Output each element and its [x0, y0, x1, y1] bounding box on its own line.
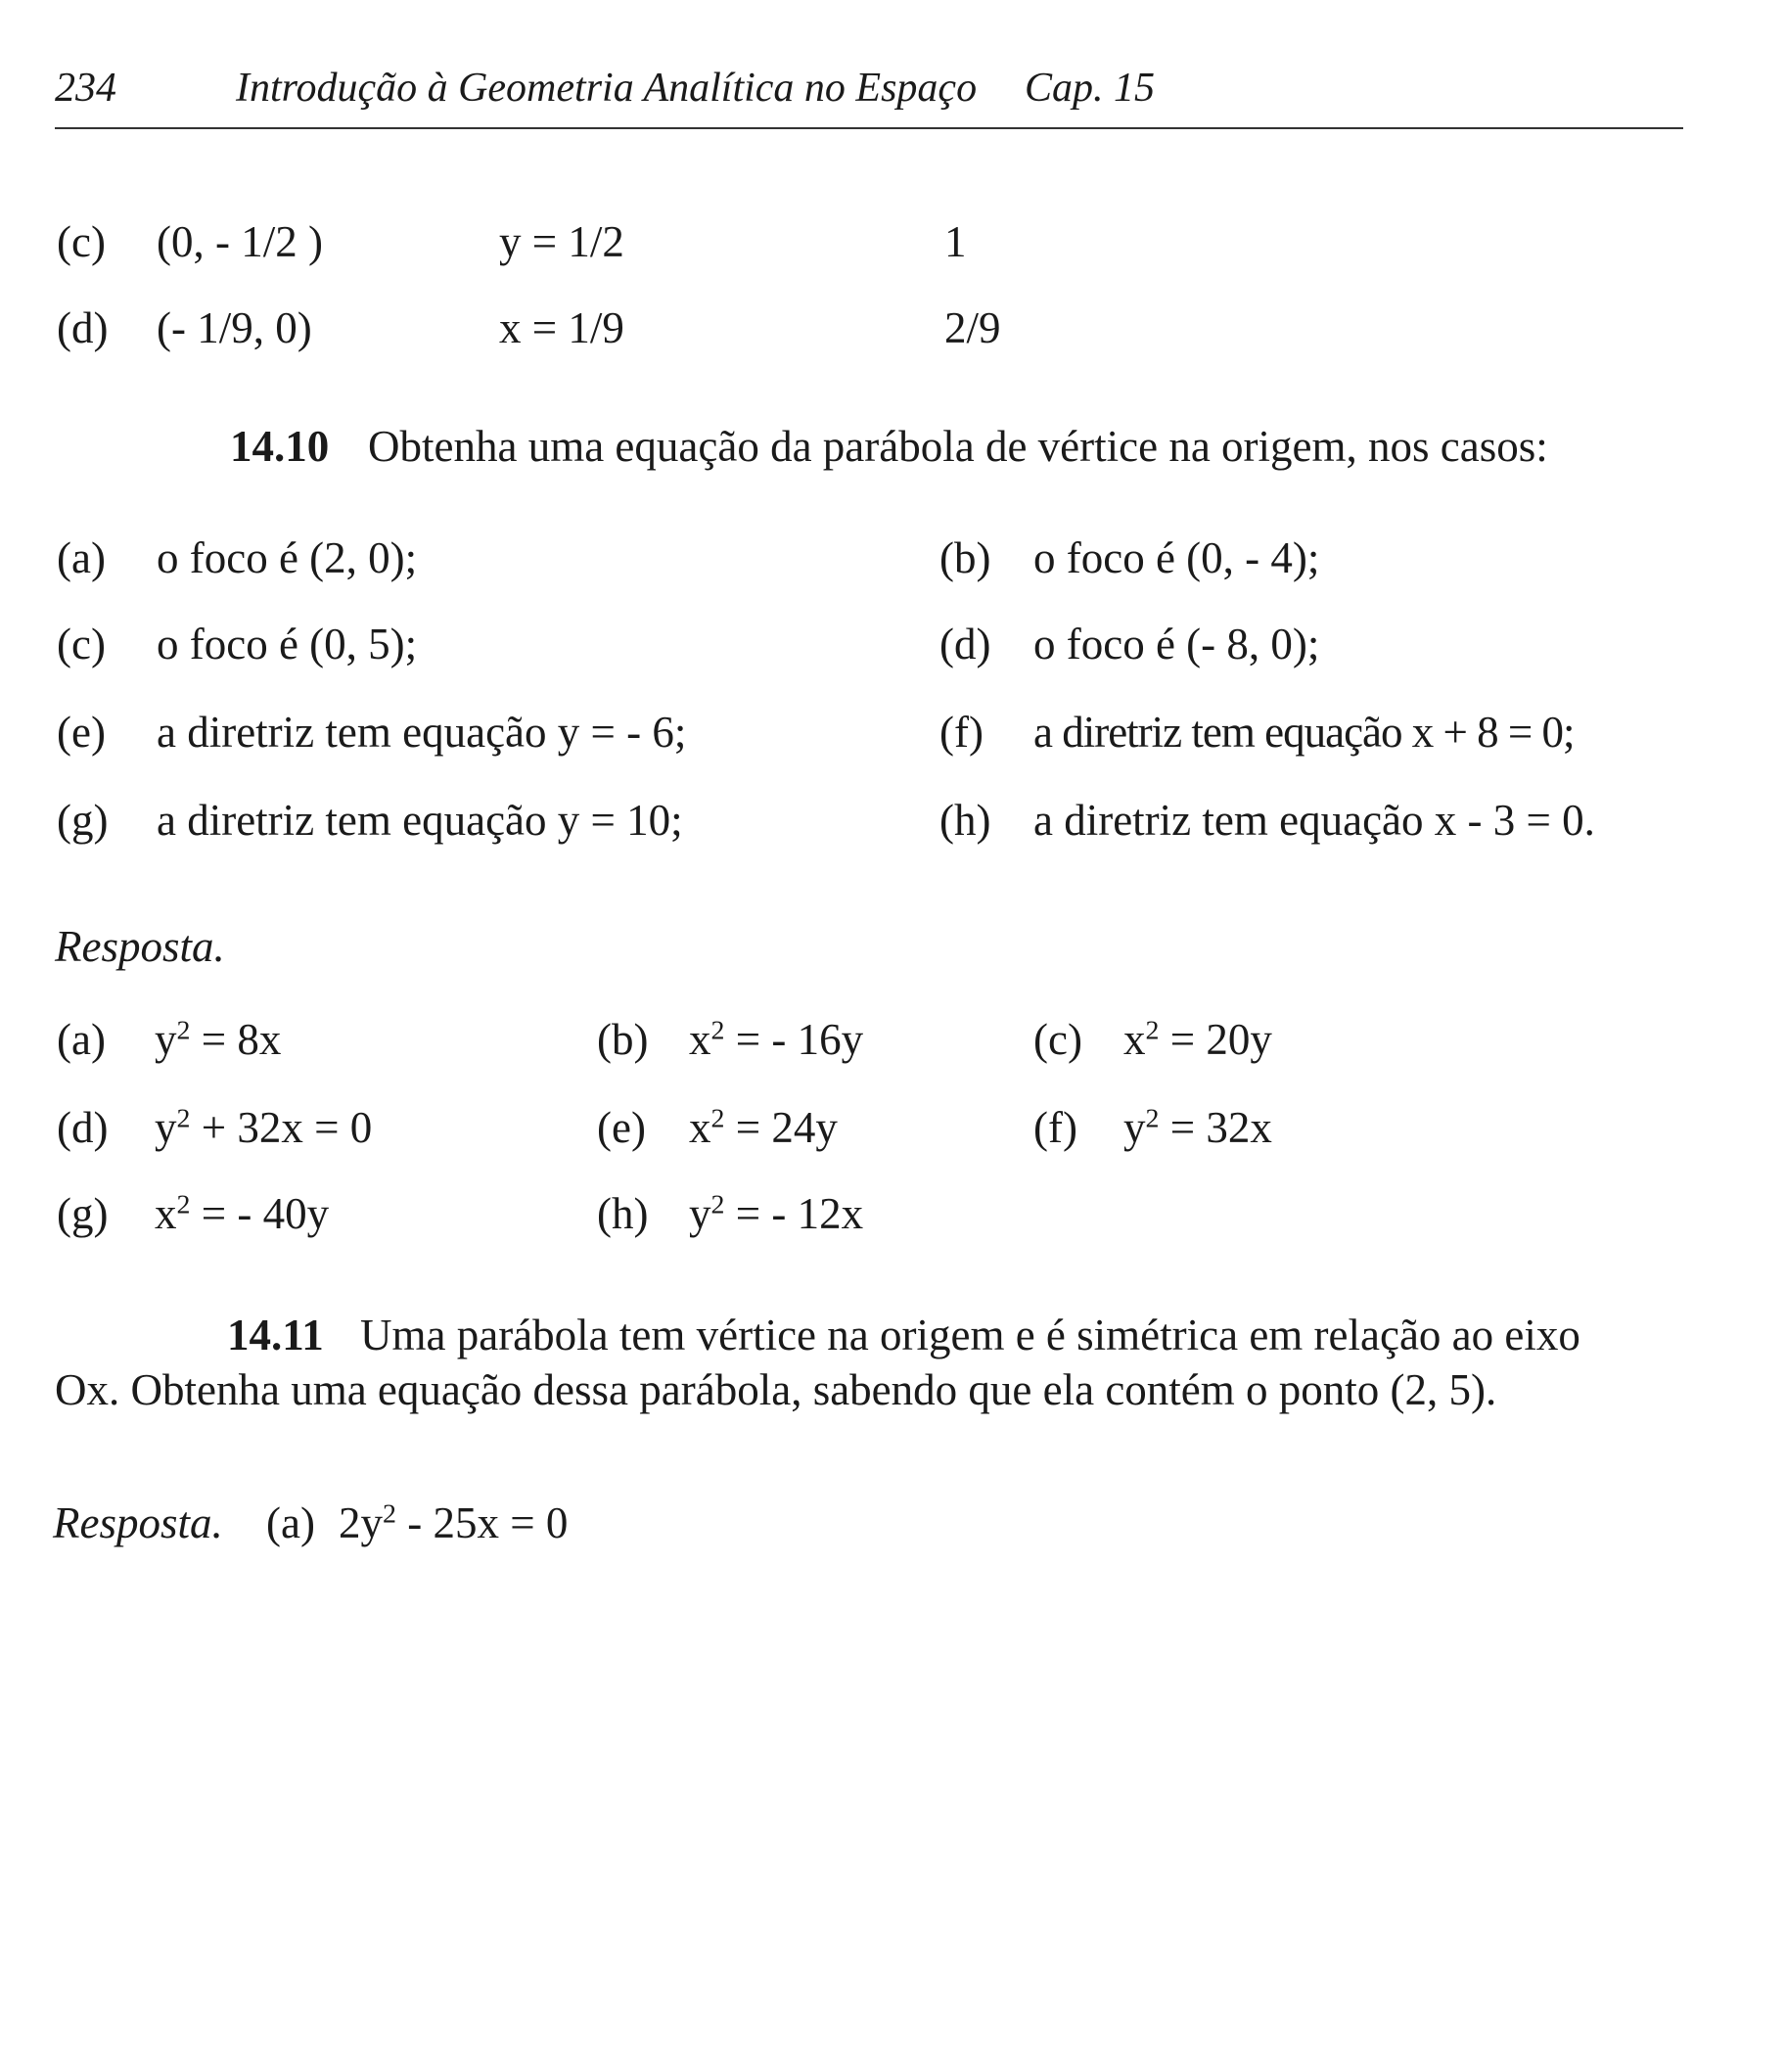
answer-label: (c)	[1033, 1015, 1082, 1064]
item-label: (f)	[939, 708, 984, 757]
answer-equation: $y^2$ = - 12x	[689, 1189, 864, 1238]
answer-label: (g)	[57, 1189, 109, 1238]
answer-label: (f)	[1033, 1103, 1077, 1152]
answer-label: (d)	[57, 1103, 109, 1152]
table-cell: 2/9	[944, 303, 1001, 352]
table-cell: y = 1/2	[499, 217, 624, 266]
table-cell: (- 1/9, 0)	[157, 303, 312, 352]
table-cell: x = 1/9	[499, 303, 624, 352]
exercise-statement: Obtenha uma equação da parábola de vértice na origem, nos casos:	[368, 422, 1548, 471]
chapter-label: Cap. 15	[1025, 66, 1156, 111]
item-label: (g)	[57, 796, 109, 845]
exercise-number: 14.10	[230, 422, 330, 471]
table-cell: (0, - 1/2 )	[157, 217, 323, 266]
item-label: (d)	[939, 620, 991, 668]
item-label: (a)	[57, 533, 106, 582]
item-text: o foco é (0, - 4);	[1033, 533, 1320, 582]
page-header	[55, 59, 1683, 129]
answer-label: (b)	[597, 1015, 649, 1064]
item-label: (e)	[57, 708, 106, 757]
item-text: o foco é (0, 5);	[157, 620, 418, 668]
item-text: a diretriz tem equação y = 10;	[157, 796, 683, 845]
answer-label: (a)	[57, 1015, 106, 1064]
item-label: (h)	[939, 796, 991, 845]
exercise-number: 14.11	[227, 1311, 324, 1359]
item-text: a diretriz tem equação x + 8 = 0;	[1033, 708, 1575, 757]
answer-equation: $y^2 = 8x$	[155, 1015, 282, 1064]
answer-label: (a)	[266, 1498, 315, 1547]
table-row-label: (c)	[57, 217, 106, 266]
answer-equation: $x^2$ = - 40y	[155, 1189, 330, 1238]
answer-heading: Resposta.	[53, 1498, 223, 1547]
book-title: Introdução à Geometria Analítica no Espaço	[236, 66, 978, 111]
answer-equation: $y^2 = 32x$	[1123, 1103, 1272, 1152]
answer-equation: $x^2 = 24y$	[689, 1103, 838, 1152]
answer-equation: $x^2$ = - 16y	[689, 1015, 864, 1064]
item-text: o foco é (2, 0);	[157, 533, 418, 582]
table-cell: 1	[944, 217, 967, 266]
answer-label: (e)	[597, 1103, 646, 1152]
table-row-label: (d)	[57, 303, 109, 352]
page-number: 234	[55, 66, 116, 111]
exercise-statement: Uma parábola tem vértice na origem e é simétrica em relação ao eixo	[360, 1311, 1580, 1359]
answer-equation: $y^2 + 32x = 0$	[155, 1103, 373, 1152]
item-text: a diretriz tem equação x - 3 = 0.	[1033, 796, 1595, 845]
item-label: (b)	[939, 533, 991, 582]
answer-heading: Resposta.	[55, 922, 225, 971]
answer-equation: $2y^2 - 25x = 0$	[339, 1498, 569, 1547]
item-label: (c)	[57, 620, 106, 668]
answer-label: (h)	[597, 1189, 649, 1238]
answer-equation: $x^2 = 20y$	[1123, 1015, 1272, 1064]
item-text: a diretriz tem equação y = - 6;	[157, 708, 687, 757]
exercise-statement: Ox. Obtenha uma equação dessa parábola, sabendo que ela contém o ponto (2, 5).	[55, 1365, 1497, 1414]
item-text: o foco é (- 8, 0);	[1033, 620, 1320, 668]
